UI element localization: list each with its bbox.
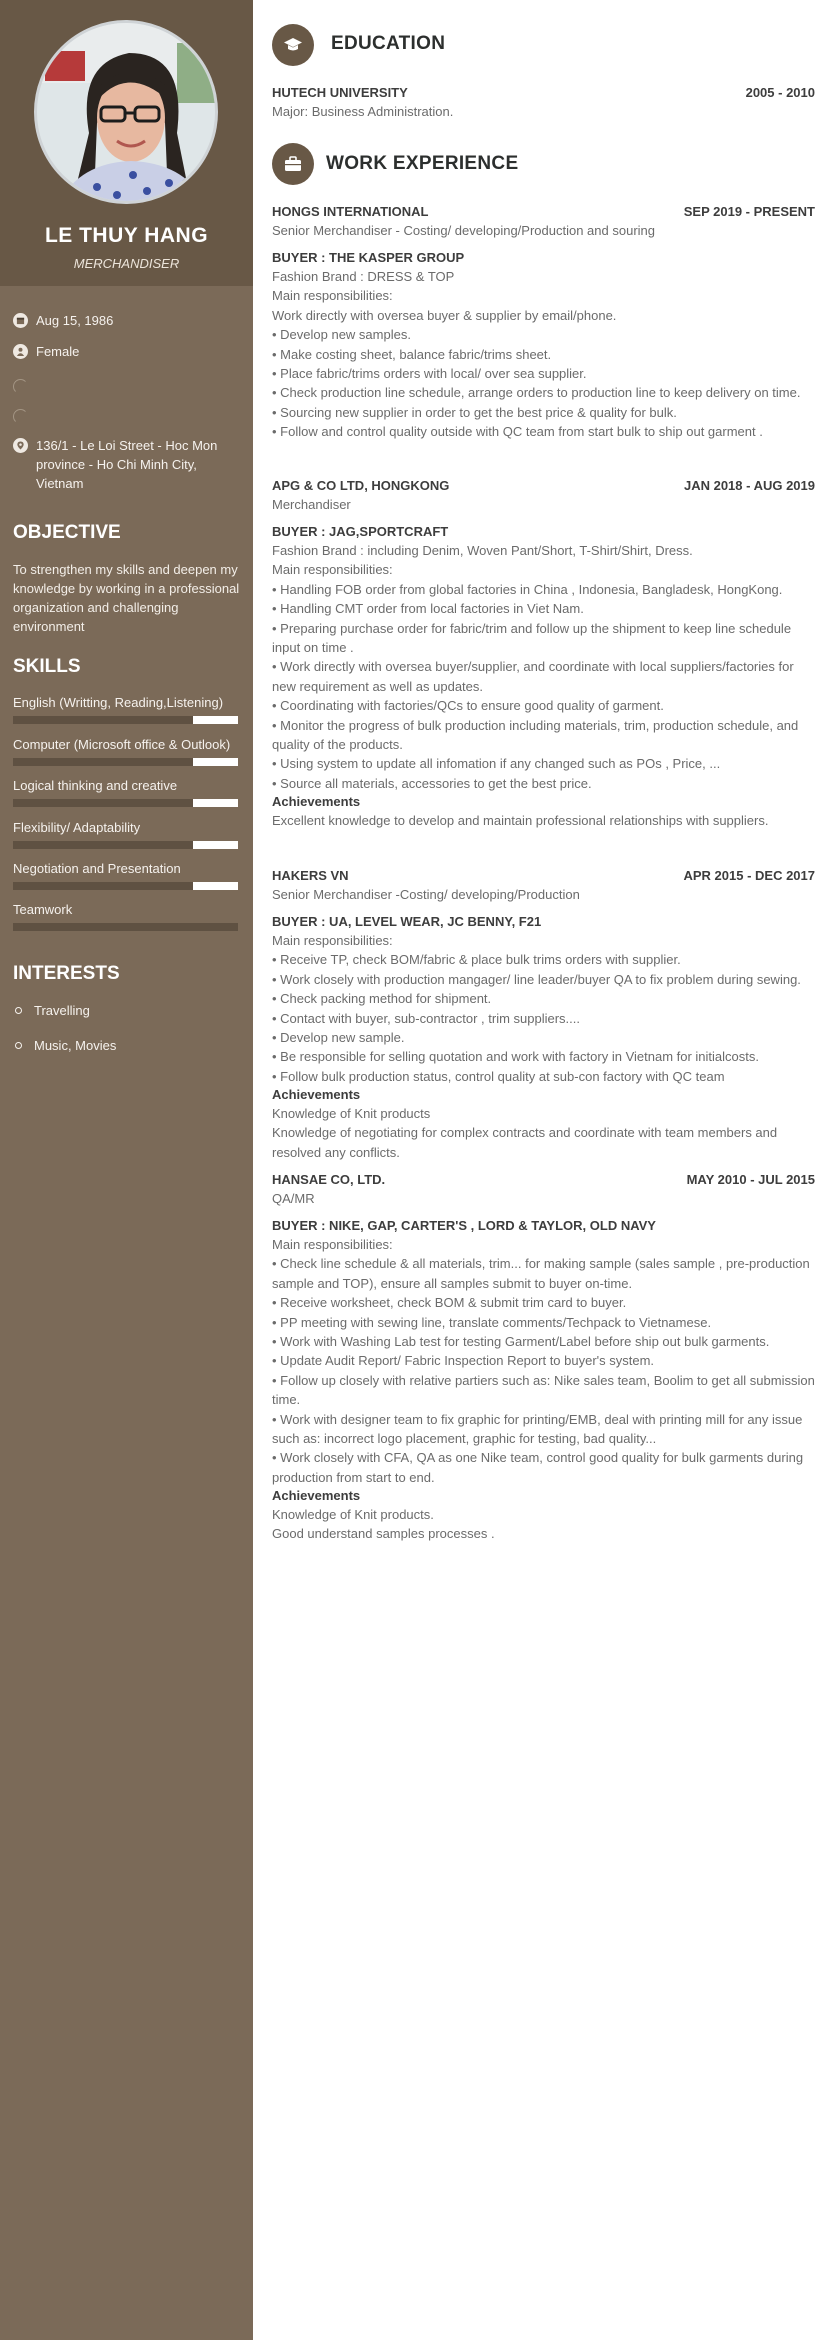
address-row (13, 436, 241, 493)
detail-line: • Source all materials, accessories to get the best price. (272, 775, 592, 791)
detail-line: • Receive TP, check BOM/fabric & place bulk trims orders with supplier. (272, 952, 681, 968)
achievements-list (272, 811, 815, 830)
phone-icon (13, 379, 28, 394)
detail-line: Work directly with oversea buyer & supplier by email/phone. (272, 307, 617, 323)
detail-line: • Be responsible for selling quotation and work with factory in Vietnam for initialcosts. (272, 1049, 759, 1065)
achievements-list (272, 1104, 815, 1162)
gender-row (13, 342, 241, 361)
job-details (272, 267, 815, 442)
education-major: Major: Business Administration. (272, 104, 454, 119)
detail-line: • Contact with buyer, sub-contractor , trim suppliers.... (272, 1010, 581, 1026)
detail-line: • Using system to update all infomation if any changed such as POs , Price, ... (272, 756, 721, 772)
avatar (34, 20, 218, 204)
skill-label: English (Writting, Reading,Listening) (13, 695, 224, 710)
job-position: Senior Merchandiser - Costing/ developing/Production and souring (272, 223, 655, 238)
job-period: JAN 2018 - AUG 2019 (683, 478, 815, 493)
skill-item (13, 820, 238, 849)
detail-line: • Follow and control quality outside with QC team from start bulk to ship out garment . (272, 424, 763, 440)
detail-line: • Check production line schedule, arrange orders to production line to keep delivery on time. (272, 385, 801, 401)
detail-line: • Coordinating with factories/QCs to ensure good quality of garment. (272, 698, 664, 714)
detail-line: • Preparing purchase order for fabric/trim and follow up the shipment to keep line schedule input on time . (272, 620, 792, 656)
mail-icon (13, 409, 28, 424)
interest-item (15, 1003, 90, 1018)
education-title: EDUCATION (331, 33, 446, 54)
detail-line: • PP meeting with sewing line, translate comments/Techpack to Vietnamese. (272, 1314, 712, 1330)
achievements-list (272, 1505, 815, 1544)
detail-line: • Work directly with oversea buyer/supplier, and coordinate with local suppliers/factories for new requirement as well as updates. (272, 659, 794, 694)
briefcase-icon (272, 143, 314, 185)
achievements-label: Achievements (272, 1488, 361, 1503)
job-buyer: BUYER : UA, LEVEL WEAR, JC BENNY, F21 (272, 914, 542, 929)
job-period: SEP 2019 - PRESENT (683, 204, 815, 219)
detail-line: • Develop new sample. (272, 1030, 405, 1046)
job-position: Senior Merchandiser -Costing/ developing/Production (272, 887, 580, 902)
detail-line: Main responsibilities: (272, 933, 393, 948)
achievements-label: Achievements (272, 794, 361, 809)
detail-line: Main responsibilities: (272, 288, 393, 304)
job-header (272, 202, 815, 221)
job-buyer: BUYER : JAG,SPORTCRAFT (272, 524, 449, 539)
interest-label: Music, Movies (34, 1038, 117, 1053)
job-header (272, 1170, 815, 1189)
interests-title: INTERESTS (13, 963, 120, 984)
skill-item (13, 861, 238, 890)
objective-title: OBJECTIVE (13, 522, 121, 543)
detail-line: • Work closely with production mangager/ line leader/buyer QA to fix problem during sewing. (272, 971, 801, 987)
skill-label: Teamwork (13, 902, 73, 917)
company-name: HAKERS VN (272, 868, 349, 883)
job-position: QA/MR (272, 1191, 315, 1206)
interest-label: Travelling (34, 1003, 90, 1018)
job-buyer: BUYER : NIKE, GAP, CARTER'S , LORD & TAYLOR, OLD NAVY (272, 1218, 656, 1233)
work-title: WORK EXPERIENCE (326, 153, 519, 174)
job-position: Merchandiser (272, 497, 351, 512)
company-name: HONGS INTERNATIONAL (272, 204, 429, 219)
detail-line: Fashion Brand : including Denim, Woven Pant/Short, T-Shirt/Shirt, Dress. (272, 543, 693, 558)
skill-item (13, 737, 238, 766)
sidebar (0, 0, 253, 2340)
detail-line: • Place fabric/trims orders with local/ over sea supplier. (272, 366, 587, 382)
detail-line: Main responsibilities: (272, 562, 393, 578)
avatar-photo (37, 23, 218, 204)
skill-bar (13, 882, 238, 890)
detail-line: • Handling FOB order from global factories in China , Indonesia, Bangladesk, HongKong. (272, 581, 783, 597)
job-header (272, 866, 815, 885)
address-text: 136/1 - Le Loi Street - Hoc Mon province - Ho Chi Minh City, Vietnam (36, 438, 218, 491)
graduation-cap-icon (272, 24, 314, 66)
bullet-icon (15, 1042, 22, 1049)
detail-line: • Update Audit Report/ Fabric Inspection Report to buyer's system. (272, 1353, 655, 1369)
detail-line: Fashion Brand : DRESS & TOP (272, 269, 455, 284)
calendar-icon (13, 313, 28, 328)
detail-line: Good understand samples processes . (272, 1526, 495, 1542)
skill-bar (13, 758, 238, 766)
detail-line: Knowledge of Knit products. (272, 1507, 434, 1522)
detail-line: • Develop new samples. (272, 327, 411, 343)
detail-line: • Sourcing new supplier in order to get the best price & quality for bulk. (272, 404, 677, 420)
job-header (272, 476, 815, 495)
skill-bar (13, 841, 238, 849)
map-pin-icon (13, 438, 28, 453)
user-icon (13, 344, 28, 359)
detail-line: • Monitor the progress of bulk production including materials, trim, production schedule, and quality of the products. (272, 717, 799, 753)
skill-label: Flexibility/ Adaptability (13, 820, 141, 835)
profile-role: MERCHANDISER (73, 256, 180, 271)
profile-name: LE THUY HANG (44, 224, 209, 247)
skill-label: Negotiation and Presentation (13, 861, 181, 876)
phone-row (13, 377, 241, 394)
skill-bar (13, 716, 238, 724)
detail-line: • Follow up closely with relative partiers such as: Nike sales team, Boolim to get all submission time. (272, 1372, 815, 1408)
skill-bar (13, 923, 238, 931)
skill-label: Logical thinking and creative (13, 778, 178, 793)
birthday-row (13, 311, 241, 330)
skills-title: SKILLS (13, 656, 81, 677)
gender-text: Female (36, 344, 80, 359)
detail-line: • Follow bulk production status, control quality at sub-con factory with QC team (272, 1068, 725, 1084)
objective-text: To strengthen my skills and deepen my knowledge by working in a professional organization and challenging environment (13, 562, 240, 634)
job-details (272, 541, 815, 793)
detail-line: • Check packing method for shipment. (272, 991, 492, 1007)
skill-item (13, 902, 238, 931)
detail-line: Excellent knowledge to develop and maintain professional relationships with suppliers. (272, 813, 769, 828)
school-name: HUTECH UNIVERSITY (272, 85, 408, 100)
birthday-text: Aug 15, 1986 (36, 313, 114, 328)
company-name: HANSAE CO, LTD. (272, 1172, 386, 1187)
job-buyer: BUYER : THE KASPER GROUP (272, 250, 465, 265)
education-header (272, 83, 815, 102)
job-period: MAY 2010 - JUL 2015 (686, 1172, 815, 1187)
skill-bar (13, 799, 238, 807)
email-row (13, 407, 241, 424)
detail-line: • Work with Washing Lab test for testing Garment/Label before ship out bulk garments. (272, 1334, 770, 1350)
detail-line: • Check line schedule & all materials, trim... for making sample (sales sample , pre-production sample and TOP), ensure all samples submit to buyer on-time. (272, 1256, 810, 1291)
job-period: APR 2015 - DEC 2017 (683, 868, 815, 883)
detail-line: Knowledge of negotiating for complex contracts and coordinate with team members and resolved any conflicts. (272, 1125, 778, 1160)
skill-item (13, 695, 238, 724)
detail-line: Knowledge of Knit products (272, 1106, 431, 1121)
company-name: APG & CO LTD, HONGKONG (272, 478, 450, 493)
education-period: 2005 - 2010 (745, 85, 815, 100)
skill-label: Computer (Microsoft office & Outlook) (13, 737, 231, 752)
skill-item (13, 778, 238, 807)
interest-item (15, 1038, 116, 1053)
job-details (272, 1235, 815, 1487)
achievements-label: Achievements (272, 1087, 361, 1102)
detail-line: • Work with designer team to fix graphic for printing/EMB, deal with printing mill for any issue such as: incorrect logo placement, graphic for testing, bad quality... (272, 1411, 803, 1447)
profile-header (0, 0, 253, 286)
detail-line: Main responsibilities: (272, 1237, 393, 1252)
detail-line: • Receive worksheet, check BOM & submit trim card to buyer. (272, 1295, 627, 1311)
detail-line: • Work closely with CFA, QA as one Nike team, control good quality for bulk garments during production from start to end. (272, 1450, 804, 1485)
detail-line: • Handling CMT order from local factories in Viet Nam. (272, 601, 584, 617)
job-details (272, 931, 815, 1086)
bullet-icon (15, 1007, 22, 1014)
detail-line: • Make costing sheet, balance fabric/trims sheet. (272, 346, 552, 362)
